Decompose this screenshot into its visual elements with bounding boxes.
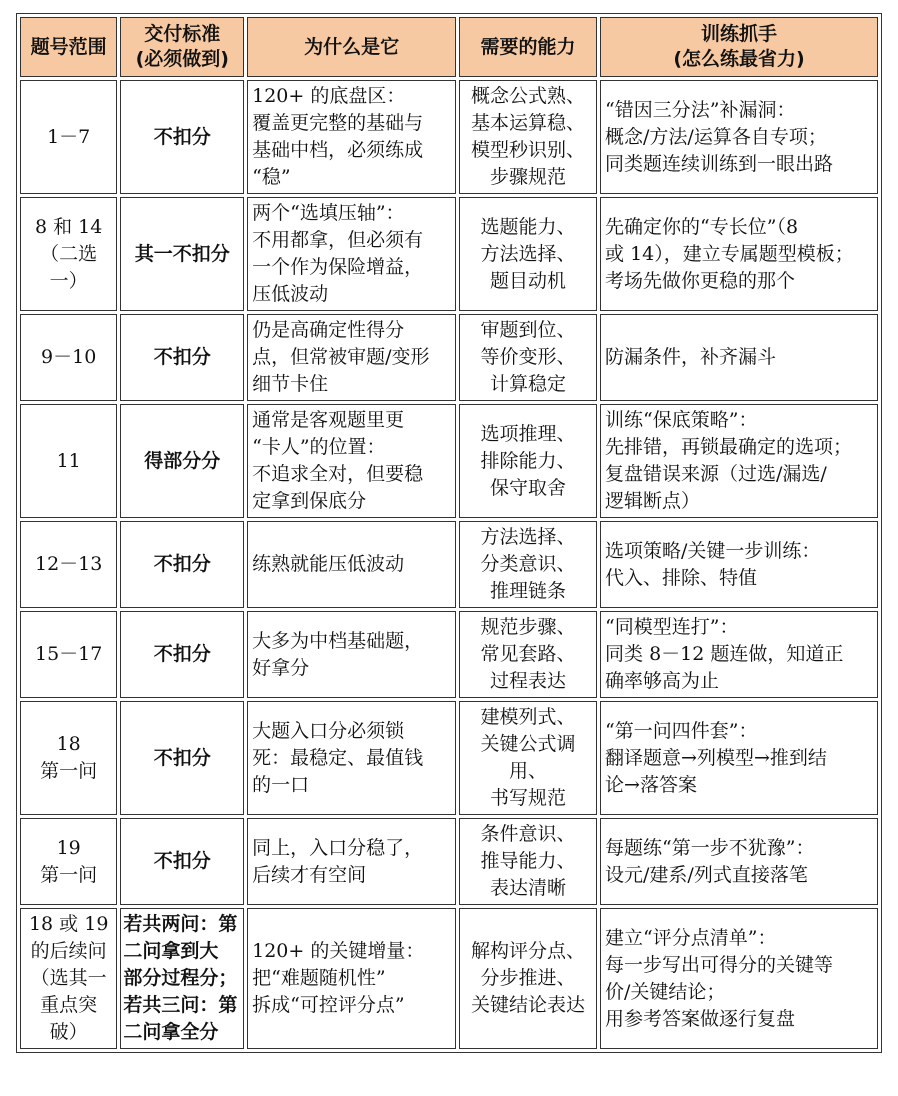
standard-cell: 若共两问：第 二问拿到大 部分过程分； 若共三问：第 二问拿全分 bbox=[120, 908, 244, 1049]
table-row bbox=[20, 404, 878, 518]
why-cell: 练熟就能压低波动 bbox=[247, 521, 456, 608]
standard-cell: 不扣分 bbox=[120, 314, 244, 401]
ability-cell: 建模列式、 关键公式调 用、 书写规范 bbox=[459, 701, 597, 815]
table-row bbox=[20, 701, 878, 815]
ability-cell: 方法选择、 分类意识、 推理链条 bbox=[459, 521, 597, 608]
standard-cell: 其一不扣分 bbox=[120, 197, 244, 311]
header-why: 为什么是它 bbox=[247, 17, 456, 77]
ability-cell: 审题到位、 等价变形、 计算稳定 bbox=[459, 314, 597, 401]
training-cell: 每题练“第一步不犹豫”： 设元/建系/列式直接落笔 bbox=[600, 818, 878, 905]
header-standard: 交付标准 (必须做到) bbox=[120, 17, 244, 77]
ability-cell: 解构评分点、 分步推进、 关键结论表达 bbox=[459, 908, 597, 1049]
table-row bbox=[20, 197, 878, 311]
standard-cell: 不扣分 bbox=[120, 80, 244, 194]
ability-cell: 规范步骤、 常见套路、 过程表达 bbox=[459, 611, 597, 698]
training-cell: “同模型连打”： 同类 8－12 题连做，知道正 确率够高为止 bbox=[600, 611, 878, 698]
table-row bbox=[20, 818, 878, 905]
training-cell: 训练“保底策略”： 先排错，再锁最确定的选项； 复盘错误来源（过选/漏选/ 逻辑断点） bbox=[600, 404, 878, 518]
why-cell: 两个“选填压轴”： 不用都拿，但必须有 一个作为保险增益， 压低波动 bbox=[247, 197, 456, 311]
why-cell: 同上，入口分稳了， 后续才有空间 bbox=[247, 818, 456, 905]
standard-cell: 不扣分 bbox=[120, 611, 244, 698]
range-cell: 18 或 19 的后续问 （选其一 重点突 破） bbox=[20, 908, 117, 1049]
strategy-table bbox=[16, 13, 882, 1053]
why-cell: 仍是高确定性得分 点，但常被审题/变形 细节卡住 bbox=[247, 314, 456, 401]
training-cell: 选项策略/关键一步训练： 代入、排除、特值 bbox=[600, 521, 878, 608]
range-cell: 9－10 bbox=[20, 314, 117, 401]
training-cell: “错因三分法”补漏洞： 概念/方法/运算各自专项； 同类题连续训练到一眼出路 bbox=[600, 80, 878, 194]
header-ability: 需要的能力 bbox=[459, 17, 597, 77]
header-range: 题号范围 bbox=[20, 17, 117, 77]
header-row bbox=[20, 17, 878, 77]
ability-cell: 选项推理、 排除能力、 保守取舍 bbox=[459, 404, 597, 518]
why-cell: 120+ 的底盘区： 覆盖更完整的基础与 基础中档，必须练成 “稳” bbox=[247, 80, 456, 194]
standard-cell: 不扣分 bbox=[120, 818, 244, 905]
training-cell: 防漏条件，补齐漏斗 bbox=[600, 314, 878, 401]
training-cell: “第一问四件套”： 翻译题意→列模型→推到结 论→落答案 bbox=[600, 701, 878, 815]
table-row bbox=[20, 80, 878, 194]
why-cell: 大多为中档基础题， 好拿分 bbox=[247, 611, 456, 698]
training-cell: 建立“评分点清单”： 每一步写出可得分的关键等 价/关键结论； 用参考答案做逐行复盘 bbox=[600, 908, 878, 1049]
range-cell: 1－7 bbox=[20, 80, 117, 194]
ability-cell: 概念公式熟、 基本运算稳、 模型秒识别、 步骤规范 bbox=[459, 80, 597, 194]
why-cell: 通常是客观题里更 “卡人”的位置： 不追求全对，但要稳 定拿到保底分 bbox=[247, 404, 456, 518]
table-row bbox=[20, 908, 878, 1049]
table-row bbox=[20, 521, 878, 608]
ability-cell: 条件意识、 推导能力、 表达清晰 bbox=[459, 818, 597, 905]
header-training: 训练抓手 (怎么练最省力) bbox=[600, 17, 878, 77]
why-cell: 大题入口分必须锁 死：最稳定、最值钱 的一口 bbox=[247, 701, 456, 815]
ability-cell: 选题能力、 方法选择、 题目动机 bbox=[459, 197, 597, 311]
standard-cell: 不扣分 bbox=[120, 701, 244, 815]
why-cell: 120+ 的关键增量： 把“难题随机性” 拆成“可控评分点” bbox=[247, 908, 456, 1049]
standard-cell: 不扣分 bbox=[120, 521, 244, 608]
range-cell: 15－17 bbox=[20, 611, 117, 698]
range-cell: 12－13 bbox=[20, 521, 117, 608]
range-cell: 19 第一问 bbox=[20, 818, 117, 905]
standard-cell: 得部分分 bbox=[120, 404, 244, 518]
range-cell: 8 和 14 （二选 一） bbox=[20, 197, 117, 311]
range-cell: 18 第一问 bbox=[20, 701, 117, 815]
range-cell: 11 bbox=[20, 404, 117, 518]
table-row bbox=[20, 314, 878, 401]
training-cell: 先确定你的“专长位”（8 或 14），建立专属题型模板； 考场先做你更稳的那个 bbox=[600, 197, 878, 311]
table-row bbox=[20, 611, 878, 698]
